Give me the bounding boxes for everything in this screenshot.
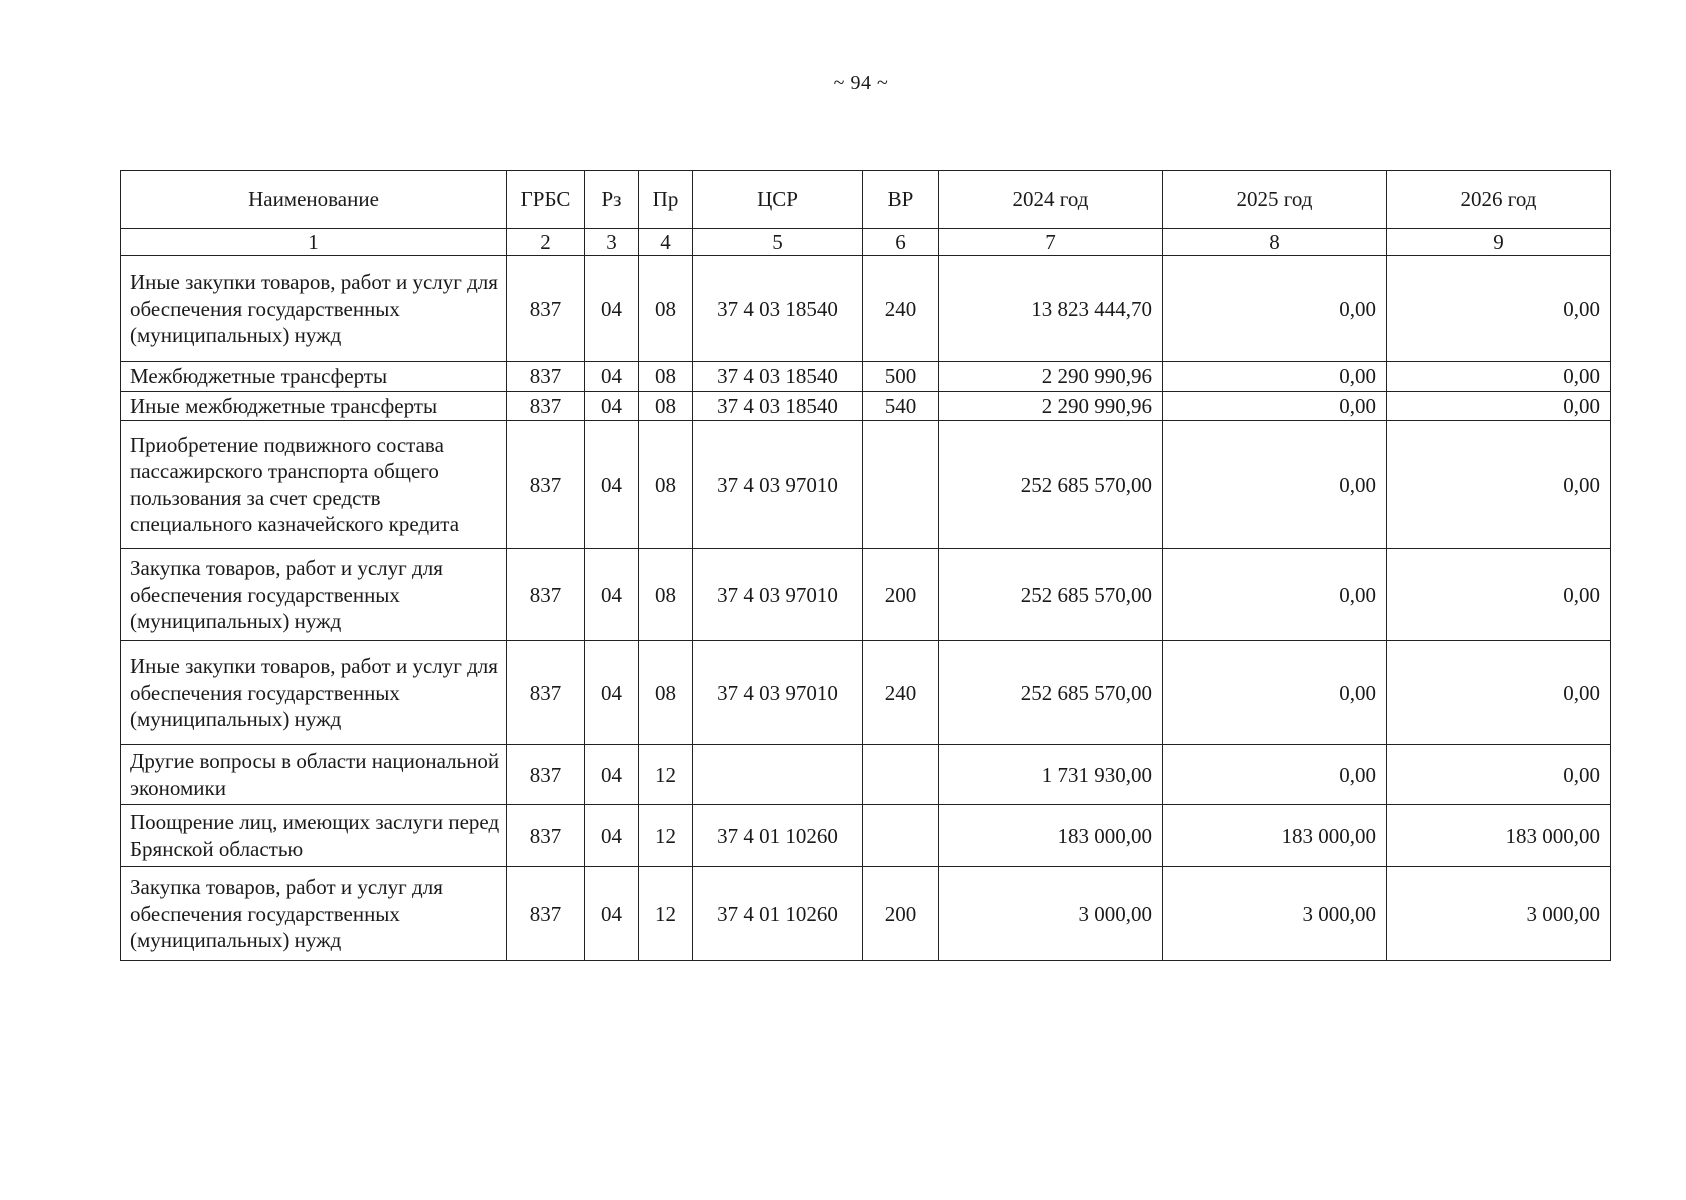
cell-rz: 04 — [585, 745, 639, 805]
cell-amount-2025: 0,00 — [1163, 641, 1387, 745]
cell-pr: 08 — [639, 421, 693, 549]
cell-pr: 08 — [639, 362, 693, 391]
cell-amount-2025: 0,00 — [1163, 549, 1387, 641]
cell-amount-2026: 0,00 — [1387, 641, 1611, 745]
cell-grbs: 837 — [507, 641, 585, 745]
cell-vr — [863, 421, 939, 549]
table-row — [121, 391, 1611, 420]
table-row — [121, 421, 1611, 549]
cell-amount-2024: 3 000,00 — [939, 867, 1163, 961]
cell-amount-2026: 0,00 — [1387, 549, 1611, 641]
header-grbs: ГРБС — [507, 171, 585, 229]
cell-name: Закупка товаров, работ и услуг для обеспечения государственных (муниципальных) нужд — [121, 867, 507, 961]
cell-pr: 12 — [639, 805, 693, 867]
cell-name: Иные закупки товаров, работ и услуг для обеспечения государственных (муниципальных) нужд — [121, 641, 507, 745]
cell-csr: 37 4 03 18540 — [693, 362, 863, 391]
cell-vr — [863, 745, 939, 805]
cell-amount-2026: 0,00 — [1387, 391, 1611, 420]
cell-amount-2024: 252 685 570,00 — [939, 549, 1163, 641]
header-csr: ЦСР — [693, 171, 863, 229]
table-row — [121, 805, 1611, 867]
cell-grbs: 837 — [507, 549, 585, 641]
cell-pr: 08 — [639, 391, 693, 420]
cell-pr: 12 — [639, 745, 693, 805]
cell-csr: 37 4 03 97010 — [693, 641, 863, 745]
column-number-row — [121, 229, 1611, 256]
header-vr: ВР — [863, 171, 939, 229]
header-row — [121, 171, 1611, 229]
header-2026: 2026 год — [1387, 171, 1611, 229]
column-number: 5 — [693, 229, 863, 256]
cell-grbs: 837 — [507, 745, 585, 805]
cell-grbs: 837 — [507, 421, 585, 549]
column-number: 1 — [121, 229, 507, 256]
cell-amount-2024: 252 685 570,00 — [939, 421, 1163, 549]
cell-csr: 37 4 01 10260 — [693, 867, 863, 961]
cell-vr: 240 — [863, 256, 939, 362]
budget-table — [120, 170, 1611, 961]
header-pr: Пр — [639, 171, 693, 229]
cell-amount-2024: 183 000,00 — [939, 805, 1163, 867]
page-number: ~ 94 ~ — [833, 72, 889, 94]
cell-pr: 08 — [639, 641, 693, 745]
cell-csr: 37 4 03 18540 — [693, 391, 863, 420]
cell-csr: 37 4 01 10260 — [693, 805, 863, 867]
cell-name: Поощрение лиц, имеющих заслуги перед Брянской областью — [121, 805, 507, 867]
cell-csr: 37 4 03 97010 — [693, 549, 863, 641]
cell-vr: 540 — [863, 391, 939, 420]
cell-amount-2025: 183 000,00 — [1163, 805, 1387, 867]
table-row — [121, 549, 1611, 641]
cell-rz: 04 — [585, 867, 639, 961]
table-row — [121, 256, 1611, 362]
cell-amount-2024: 252 685 570,00 — [939, 641, 1163, 745]
header-rz: Рз — [585, 171, 639, 229]
cell-name: Межбюджетные трансферты — [121, 362, 507, 391]
cell-amount-2024: 13 823 444,70 — [939, 256, 1163, 362]
cell-name: Иные закупки товаров, работ и услуг для обеспечения государственных (муниципальных) нужд — [121, 256, 507, 362]
cell-vr: 200 — [863, 549, 939, 641]
cell-amount-2025: 0,00 — [1163, 362, 1387, 391]
cell-name: Другие вопросы в области национальной экономики — [121, 745, 507, 805]
cell-vr: 500 — [863, 362, 939, 391]
column-number: 2 — [507, 229, 585, 256]
cell-name: Приобретение подвижного состава пассажирского транспорта общего пользования за счет средств специального казначейского кредита — [121, 421, 507, 549]
cell-pr: 08 — [639, 549, 693, 641]
table-row — [121, 745, 1611, 805]
header-2024: 2024 год — [939, 171, 1163, 229]
cell-amount-2025: 0,00 — [1163, 745, 1387, 805]
cell-vr: 240 — [863, 641, 939, 745]
cell-amount-2025: 0,00 — [1163, 256, 1387, 362]
cell-pr: 12 — [639, 867, 693, 961]
column-number: 8 — [1163, 229, 1387, 256]
cell-grbs: 837 — [507, 867, 585, 961]
header-2025: 2025 год — [1163, 171, 1387, 229]
cell-amount-2026: 3 000,00 — [1387, 867, 1611, 961]
cell-amount-2026: 0,00 — [1387, 421, 1611, 549]
cell-amount-2026: 0,00 — [1387, 745, 1611, 805]
cell-rz: 04 — [585, 805, 639, 867]
cell-grbs: 837 — [507, 805, 585, 867]
cell-rz: 04 — [585, 256, 639, 362]
cell-grbs: 837 — [507, 256, 585, 362]
cell-name: Закупка товаров, работ и услуг для обеспечения государственных (муниципальных) нужд — [121, 549, 507, 641]
cell-grbs: 837 — [507, 391, 585, 420]
table-row — [121, 362, 1611, 391]
cell-rz: 04 — [585, 641, 639, 745]
cell-amount-2026: 183 000,00 — [1387, 805, 1611, 867]
column-number: 6 — [863, 229, 939, 256]
cell-rz: 04 — [585, 391, 639, 420]
cell-csr: 37 4 03 18540 — [693, 256, 863, 362]
column-number: 4 — [639, 229, 693, 256]
column-number: 9 — [1387, 229, 1611, 256]
cell-amount-2026: 0,00 — [1387, 362, 1611, 391]
column-number: 7 — [939, 229, 1163, 256]
cell-csr: 37 4 03 97010 — [693, 421, 863, 549]
cell-amount-2025: 3 000,00 — [1163, 867, 1387, 961]
cell-grbs: 837 — [507, 362, 585, 391]
cell-amount-2024: 1 731 930,00 — [939, 745, 1163, 805]
cell-pr: 08 — [639, 256, 693, 362]
cell-rz: 04 — [585, 421, 639, 549]
table-row — [121, 641, 1611, 745]
cell-amount-2026: 0,00 — [1387, 256, 1611, 362]
cell-vr — [863, 805, 939, 867]
cell-vr: 200 — [863, 867, 939, 961]
cell-amount-2024: 2 290 990,96 — [939, 391, 1163, 420]
cell-amount-2025: 0,00 — [1163, 421, 1387, 549]
cell-amount-2025: 0,00 — [1163, 391, 1387, 420]
table-row — [121, 867, 1611, 961]
header-name: Наименование — [121, 171, 507, 229]
cell-name: Иные межбюджетные трансферты — [121, 391, 507, 420]
cell-csr — [693, 745, 863, 805]
cell-rz: 04 — [585, 549, 639, 641]
column-number: 3 — [585, 229, 639, 256]
cell-rz: 04 — [585, 362, 639, 391]
cell-amount-2024: 2 290 990,96 — [939, 362, 1163, 391]
